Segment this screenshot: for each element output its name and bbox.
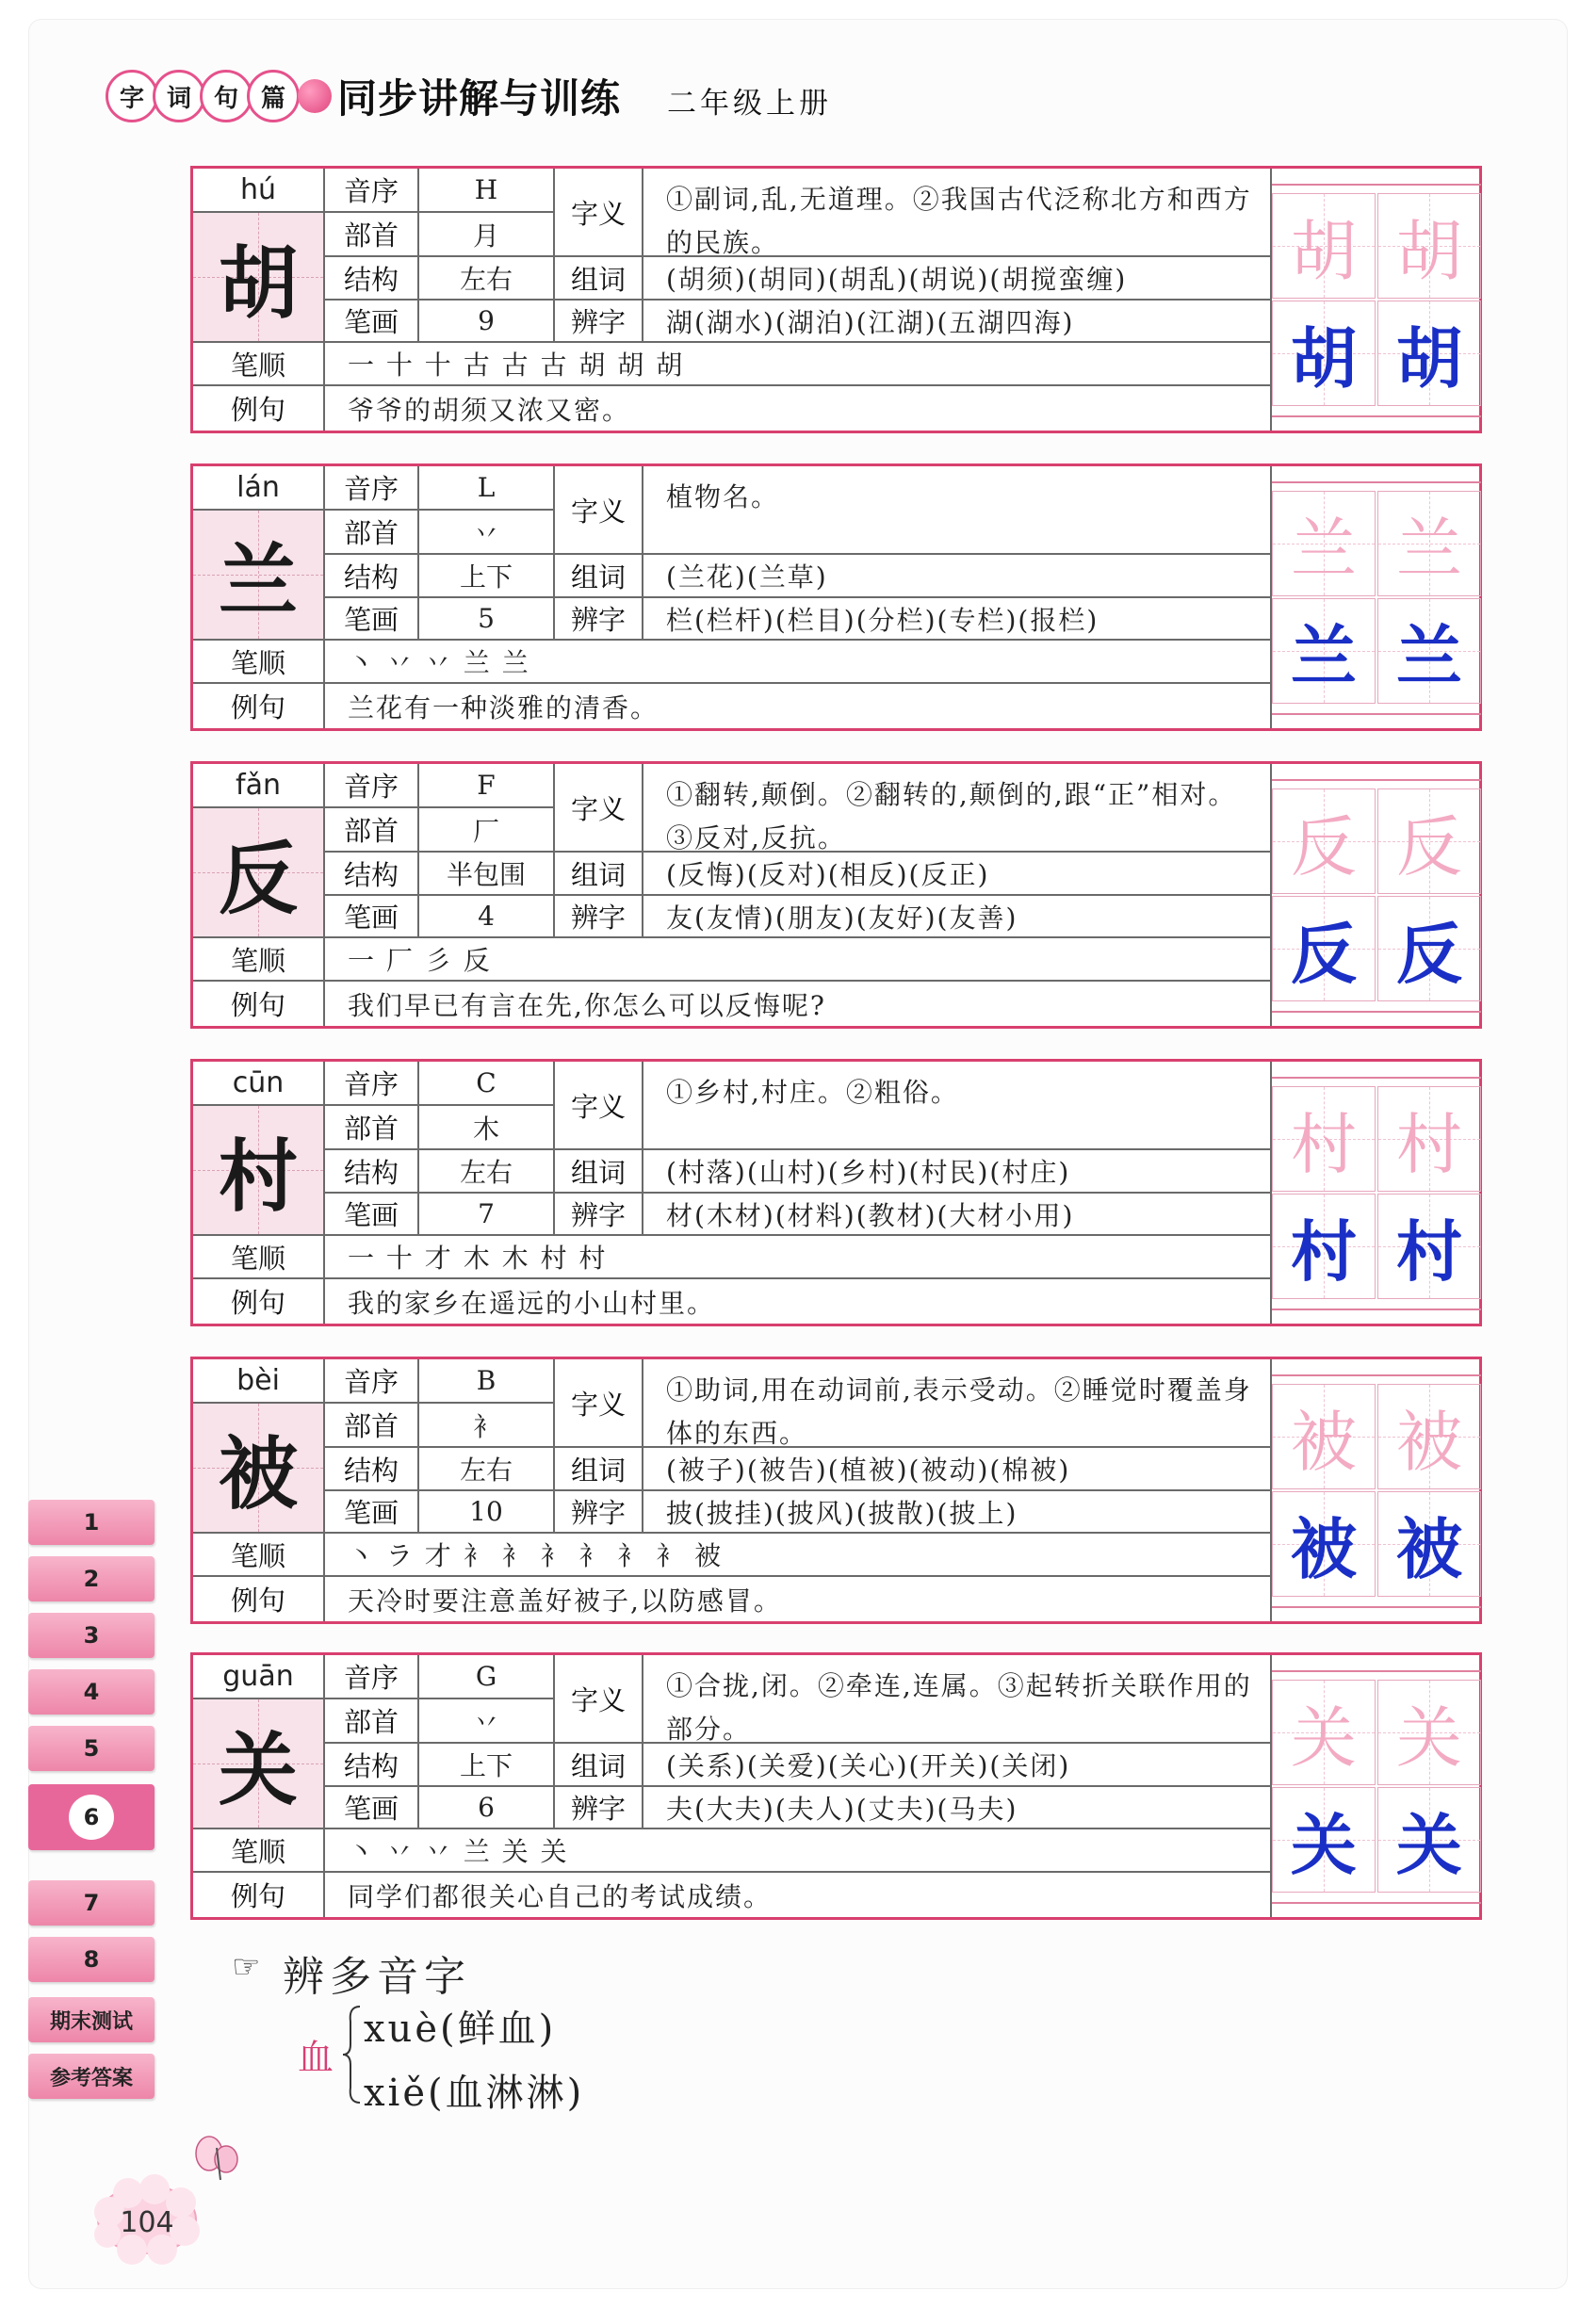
- model-char-box: [1272, 1787, 1376, 1893]
- big-character: [193, 1699, 325, 1829]
- page-number: 104: [120, 2205, 174, 2239]
- value-bushou: 月: [419, 213, 555, 257]
- butterfly-icon: [188, 2131, 245, 2187]
- label-jiegou: 结构: [325, 853, 419, 896]
- practice-rule-line: [1272, 1374, 1481, 1376]
- side-tab-3[interactable]: [28, 1613, 155, 1658]
- char-info-table: [193, 764, 1270, 1026]
- practice-rule-line: [1272, 1902, 1481, 1904]
- tracing-box: [1272, 193, 1376, 299]
- value-zuci: (胡须)(胡同)(胡乱)(胡说)(胡搅蛮缠): [643, 257, 1270, 301]
- label-bishun: 笔顺: [193, 1534, 325, 1577]
- char-info-table: [193, 1359, 1270, 1621]
- logo-dot-icon: [298, 79, 332, 113]
- model-char-box: [1377, 301, 1481, 406]
- label-bianzi: 辨字: [555, 896, 643, 938]
- label-liju: 例句: [193, 684, 325, 728]
- value-bihua: 9: [419, 301, 555, 343]
- writing-practice-grid: [1270, 169, 1481, 431]
- tracing-char: 胡: [1291, 212, 1357, 290]
- side-tab-4[interactable]: [28, 1669, 155, 1715]
- label-jiegou: 结构: [325, 1150, 419, 1194]
- model-char: 兰: [1396, 616, 1462, 695]
- char-info-table: [193, 169, 1270, 431]
- model-char: 关: [1291, 1805, 1357, 1884]
- label-bushou: 部首: [325, 1699, 419, 1744]
- big-character-glyph: 被: [218, 1426, 298, 1520]
- label-ziyi: 字义: [555, 466, 643, 555]
- series-logo: [106, 68, 621, 124]
- tracing-char: 关: [1291, 1698, 1357, 1777]
- value-ziyi: ①乡村,村庄。②粗俗。: [643, 1062, 1270, 1150]
- char-info-table: [193, 1062, 1270, 1324]
- tracing-char: 被: [1291, 1403, 1357, 1481]
- model-char-box: [1272, 1194, 1376, 1299]
- value-bihua: 5: [419, 598, 555, 641]
- label-bihua: 笔画: [325, 598, 419, 641]
- side-tab-6-active[interactable]: [28, 1784, 155, 1850]
- model-char-box: [1377, 598, 1481, 704]
- model-char: 反: [1396, 914, 1462, 993]
- side-tab-label: 6: [69, 1795, 114, 1840]
- label-bihua: 笔画: [325, 301, 419, 343]
- tracing-box: [1377, 193, 1481, 299]
- tracing-char: 村: [1396, 1105, 1462, 1183]
- big-character: [193, 1404, 325, 1534]
- label-bushou: 部首: [325, 511, 419, 555]
- practice-rule-line: [1272, 1308, 1481, 1310]
- tracing-box: [1377, 1086, 1481, 1192]
- value-liju: 兰花有一种淡雅的清香。: [348, 691, 660, 723]
- side-tab-final-test[interactable]: [28, 1997, 155, 2042]
- tracing-box: [1377, 788, 1481, 894]
- value-bushou: 衤: [419, 1404, 555, 1448]
- label-liju: 例句: [193, 1873, 325, 1917]
- label-liju: 例句: [193, 386, 325, 431]
- side-tab-label: 期末测试: [49, 2009, 133, 2034]
- side-tab-label: 7: [83, 1890, 100, 1916]
- practice-rule-line: [1272, 779, 1481, 781]
- label-liju: 例句: [193, 982, 325, 1026]
- value-bianzi: 材(木材)(材料)(教材)(大材小用): [643, 1194, 1270, 1236]
- value-bihua: 10: [419, 1491, 555, 1534]
- value-bushou: 丷: [419, 511, 555, 555]
- value-liju: 同学们都很关心自己的考试成绩。: [348, 1880, 773, 1912]
- value-zuci: (村落)(山村)(乡村)(村民)(村庄): [643, 1150, 1270, 1194]
- label-jiegou: 结构: [325, 257, 419, 301]
- value-bushou: 厂: [419, 808, 555, 853]
- label-jiegou: 结构: [325, 1448, 419, 1491]
- label-zuci: 组词: [555, 1150, 643, 1194]
- value-yinxu: G: [419, 1655, 555, 1699]
- label-bihua: 笔画: [325, 1194, 419, 1236]
- model-char-box: [1272, 1491, 1376, 1597]
- pinyin: guān: [193, 1655, 325, 1699]
- tracing-char: 反: [1396, 807, 1462, 886]
- value-bianzi: 夫(大夫)(夫人)(丈夫)(马夫): [643, 1787, 1270, 1829]
- pinyin: bèi: [193, 1359, 325, 1404]
- label-zuci: 组词: [555, 853, 643, 896]
- label-bishun: 笔顺: [193, 938, 325, 982]
- value-zuci: (关系)(关爱)(关心)(开关)(关闭): [643, 1744, 1270, 1787]
- value-zuci: (反悔)(反对)(相反)(反正): [643, 853, 1270, 896]
- label-bianzi: 辨字: [555, 1787, 643, 1829]
- polyphone-reading: xiě(血淋淋): [364, 2072, 585, 2115]
- side-tab-label: 参考答案: [49, 2066, 133, 2090]
- label-bianzi: 辨字: [555, 598, 643, 641]
- value-ziyi: 植物名。: [643, 466, 1270, 555]
- side-tab-label: 2: [83, 1566, 100, 1592]
- tracing-box: [1272, 788, 1376, 894]
- label-bihua: 笔画: [325, 1787, 419, 1829]
- value-yinxu: B: [419, 1359, 555, 1404]
- label-bishun: 笔顺: [193, 343, 325, 386]
- label-zuci: 组词: [555, 257, 643, 301]
- label-bishun: 笔顺: [193, 641, 325, 684]
- tracing-char: 兰: [1291, 510, 1357, 588]
- big-character-glyph: 胡: [218, 236, 298, 330]
- model-char-box: [1272, 896, 1376, 1001]
- label-yinxu: 音序: [325, 1655, 419, 1699]
- big-character: [193, 213, 325, 343]
- side-tab-label: 8: [83, 1946, 100, 1973]
- model-char-box: [1272, 598, 1376, 704]
- char-card: [190, 761, 1482, 1029]
- logo-char: 词: [153, 70, 205, 122]
- value-jiegou: 上下: [419, 1744, 555, 1787]
- label-liju: 例句: [193, 1577, 325, 1621]
- label-bianzi: 辨字: [555, 1491, 643, 1534]
- value-liju: 我的家乡在遥远的小山村里。: [348, 1287, 716, 1319]
- logo-char: 字: [106, 70, 158, 122]
- grade-label: 二年级上册: [667, 87, 832, 121]
- writing-practice-grid: [1270, 1062, 1481, 1324]
- model-char: 村: [1291, 1211, 1357, 1291]
- big-character-glyph: 反: [218, 831, 298, 925]
- char-card: [190, 1059, 1482, 1326]
- value-bishun: 一 十 才 木 木 村 村: [325, 1236, 1270, 1279]
- value-liju: 爷爷的胡须又浓又密。: [348, 394, 631, 426]
- model-char: 兰: [1291, 616, 1357, 695]
- value-ziyi: ①合拢,闭。②牵连,连属。③起转折关联作用的部分。: [643, 1655, 1270, 1744]
- label-bianzi: 辨字: [555, 1194, 643, 1236]
- model-char: 被: [1291, 1509, 1357, 1588]
- value-bianzi: 友(友情)(朋友)(友好)(友善): [643, 896, 1270, 938]
- label-zuci: 组词: [555, 1448, 643, 1491]
- label-yinxu: 音序: [325, 1062, 419, 1106]
- model-char: 胡: [1396, 318, 1462, 398]
- model-char: 反: [1291, 914, 1357, 993]
- label-bushou: 部首: [325, 1106, 419, 1150]
- label-ziyi: 字义: [555, 764, 643, 853]
- value-bianzi: 湖(湖水)(湖泊)(江湖)(五湖四海): [643, 301, 1270, 343]
- side-tab-1[interactable]: [28, 1500, 155, 1545]
- label-ziyi: 字义: [555, 169, 643, 257]
- side-tab-2[interactable]: [28, 1556, 155, 1601]
- side-tab-label: 4: [83, 1679, 100, 1705]
- label-bishun: 笔顺: [193, 1829, 325, 1873]
- label-yinxu: 音序: [325, 466, 419, 511]
- practice-rule-line: [1272, 1606, 1481, 1608]
- side-tab-7[interactable]: [28, 1880, 155, 1926]
- big-character: [193, 808, 325, 938]
- value-yinxu: L: [419, 466, 555, 511]
- value-bishun: 一 十 十 古 古 古 胡 胡 胡: [325, 343, 1270, 386]
- practice-rule-line: [1272, 713, 1481, 715]
- value-bianzi: 栏(栏杆)(栏目)(分栏)(专栏)(报栏): [643, 598, 1270, 641]
- pointing-hand-icon: ☞: [232, 1948, 261, 1986]
- label-jiegou: 结构: [325, 1744, 419, 1787]
- side-tab-5[interactable]: [28, 1726, 155, 1771]
- tracing-char: 村: [1291, 1105, 1357, 1183]
- model-char-box: [1377, 1787, 1481, 1893]
- side-tab-label: 1: [83, 1509, 100, 1536]
- label-bushou: 部首: [325, 1404, 419, 1448]
- practice-rule-line: [1272, 1670, 1481, 1672]
- char-card: [190, 1652, 1482, 1920]
- value-bishun: 丶 丷 丷 兰 兰: [325, 641, 1270, 684]
- pinyin: hú: [193, 169, 325, 213]
- label-bushou: 部首: [325, 808, 419, 853]
- model-char-box: [1377, 1491, 1481, 1597]
- value-bishun: 丶 丷 丷 兰 关 关: [325, 1829, 1270, 1873]
- value-liju: 天冷时要注意盖好被子,以防感冒。: [348, 1585, 782, 1617]
- label-bianzi: 辨字: [555, 301, 643, 343]
- value-yinxu: F: [419, 764, 555, 808]
- char-info-table: [193, 466, 1270, 728]
- practice-rule-line: [1272, 481, 1481, 483]
- section-title: 辨多音字: [283, 1953, 471, 2001]
- tracing-char: 反: [1291, 807, 1357, 886]
- label-yinxu: 音序: [325, 1359, 419, 1404]
- value-jiegou: 左右: [419, 257, 555, 301]
- value-bihua: 7: [419, 1194, 555, 1236]
- series-title: 同步讲解与训练: [337, 75, 622, 122]
- value-bihua: 4: [419, 896, 555, 938]
- label-jiegou: 结构: [325, 555, 419, 598]
- label-yinxu: 音序: [325, 169, 419, 213]
- big-character-glyph: 关: [218, 1722, 298, 1816]
- writing-practice-grid: [1270, 1655, 1481, 1917]
- label-bihua: 笔画: [325, 1491, 419, 1534]
- model-char-box: [1272, 301, 1376, 406]
- tracing-box: [1377, 1680, 1481, 1785]
- value-bishun: 丶 ラ 才 衤 衤 衤 衤 衤 衤 被: [325, 1534, 1270, 1577]
- value-yinxu: C: [419, 1062, 555, 1106]
- big-character-glyph: 兰: [218, 533, 298, 627]
- practice-rule-line: [1272, 184, 1481, 186]
- char-info-table: [193, 1655, 1270, 1917]
- tracing-box: [1272, 1384, 1376, 1489]
- tracing-box: [1272, 1680, 1376, 1785]
- label-ziyi: 字义: [555, 1655, 643, 1744]
- value-bushou: 木: [419, 1106, 555, 1150]
- char-card: [190, 1357, 1482, 1624]
- value-bushou: 丷: [419, 1699, 555, 1744]
- model-char-box: [1377, 1194, 1481, 1299]
- side-tab-8[interactable]: [28, 1937, 155, 1982]
- writing-practice-grid: [1270, 466, 1481, 728]
- value-ziyi: ①助词,用在动词前,表示受动。②睡觉时覆盖身体的东西。: [643, 1359, 1270, 1448]
- practice-rule-line: [1272, 1077, 1481, 1079]
- value-ziyi: ①副词,乱,无道理。②我国古代泛称北方和西方的民族。: [643, 169, 1270, 257]
- label-bushou: 部首: [325, 213, 419, 257]
- tracing-char: 胡: [1396, 212, 1462, 290]
- tracing-char: 关: [1396, 1698, 1462, 1777]
- model-char-box: [1377, 896, 1481, 1001]
- practice-rule-line: [1272, 1011, 1481, 1013]
- tracing-box: [1377, 1384, 1481, 1489]
- logo-char: 句: [200, 70, 252, 122]
- value-zuci: (被子)(被告)(植被)(被动)(棉被): [643, 1448, 1270, 1491]
- model-char: 胡: [1291, 318, 1357, 398]
- label-zuci: 组词: [555, 555, 643, 598]
- side-tab-answers[interactable]: [28, 2054, 155, 2099]
- value-zuci: (兰花)(兰草): [643, 555, 1270, 598]
- logo-char: 篇: [247, 70, 300, 122]
- label-ziyi: 字义: [555, 1062, 643, 1150]
- model-char: 村: [1396, 1211, 1462, 1291]
- label-liju: 例句: [193, 1279, 325, 1324]
- tracing-box: [1377, 491, 1481, 596]
- polyphone-reading: xuè(鲜血): [364, 2007, 557, 2051]
- pinyin: cūn: [193, 1062, 325, 1106]
- writing-practice-grid: [1270, 1359, 1481, 1621]
- model-char: 关: [1396, 1805, 1462, 1884]
- char-card: [190, 463, 1482, 731]
- value-bianzi: 披(披挂)(披风)(披散)(披上): [643, 1491, 1270, 1534]
- value-liju: 我们早已有言在先,你怎么可以反悔呢?: [348, 989, 826, 1021]
- label-bihua: 笔画: [325, 896, 419, 938]
- writing-practice-grid: [1270, 764, 1481, 1026]
- value-jiegou: 左右: [419, 1448, 555, 1491]
- tracing-char: 兰: [1396, 510, 1462, 588]
- char-card: [190, 166, 1482, 433]
- big-character: [193, 1106, 325, 1236]
- label-bishun: 笔顺: [193, 1236, 325, 1279]
- label-ziyi: 字义: [555, 1359, 643, 1448]
- value-yinxu: H: [419, 169, 555, 213]
- pinyin: fǎn: [193, 764, 325, 808]
- practice-rule-line: [1272, 415, 1481, 417]
- value-jiegou: 左右: [419, 1150, 555, 1194]
- label-yinxu: 音序: [325, 764, 419, 808]
- side-tab-label: 5: [83, 1735, 100, 1762]
- model-char: 被: [1396, 1509, 1462, 1588]
- value-jiegou: 半包围: [419, 853, 555, 896]
- label-zuci: 组词: [555, 1744, 643, 1787]
- value-ziyi: ①翻转,颠倒。②翻转的,颠倒的,跟“正”相对。③反对,反抗。: [643, 764, 1270, 853]
- brace-icon: [341, 2003, 364, 2106]
- big-character-glyph: 村: [218, 1129, 298, 1223]
- tracing-box: [1272, 1086, 1376, 1192]
- value-jiegou: 上下: [419, 555, 555, 598]
- tracing-box: [1272, 491, 1376, 596]
- side-tab-label: 3: [83, 1622, 100, 1649]
- value-bishun: 一 厂 彡 反: [325, 938, 1270, 982]
- value-bihua: 6: [419, 1787, 555, 1829]
- pinyin: lán: [193, 466, 325, 511]
- big-character: [193, 511, 325, 641]
- polyphone-char: 血: [298, 2037, 334, 2078]
- tracing-char: 被: [1396, 1403, 1462, 1481]
